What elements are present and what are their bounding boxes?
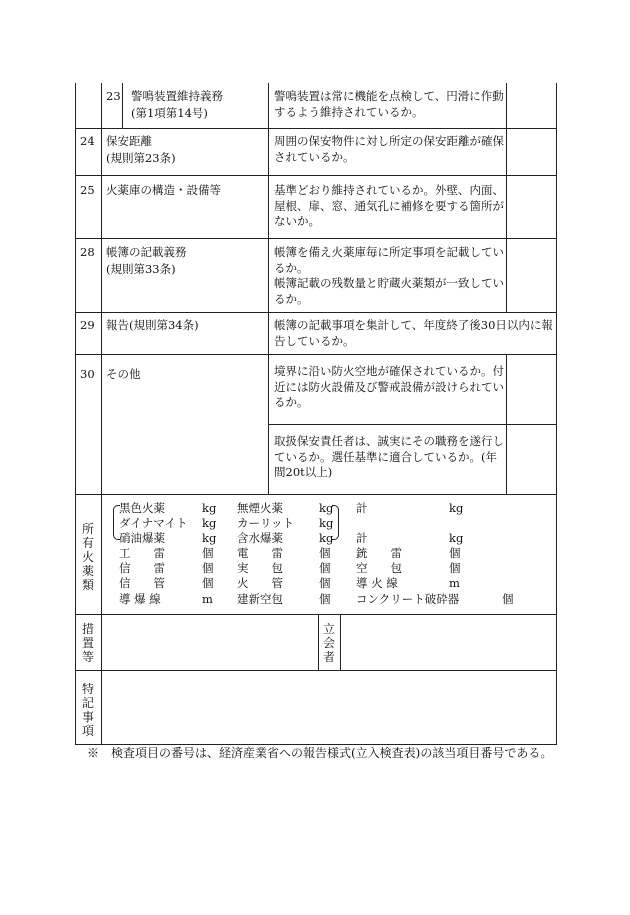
row-23-item-sub: (第1項第14号)	[131, 106, 208, 120]
row-28-number: 28	[80, 245, 95, 259]
inv-r1-u1: kg	[202, 501, 217, 515]
inv-r3-c2: 含水爆薬	[237, 531, 283, 545]
special-notes-label: 特記事項	[81, 682, 94, 738]
inv-r1-u2: kg	[319, 501, 334, 515]
inv-r4-u2: 個	[319, 546, 331, 560]
row-sep-23-left	[75, 128, 102, 129]
measures-sep-2	[340, 614, 341, 671]
inv-r2-c1: ダイナマイト	[119, 516, 188, 530]
inv-r6-c1: 信 管	[119, 576, 165, 590]
row-28-description: 帳簿を備え火薬庫毎に所定事項を記載しているか。	[274, 245, 504, 275]
witness-label: 立会者	[322, 622, 335, 664]
row-30-item: その他	[106, 367, 141, 381]
inv-r7-c1: 導 爆 線	[119, 592, 161, 606]
inv-r5-u2: 個	[319, 561, 331, 575]
inv-r7-c2: 建新空包	[237, 592, 283, 606]
inv-r2-c2: カーリット	[237, 516, 295, 530]
inv-r5-c3: 空 包	[356, 561, 402, 575]
sub-num-sep	[122, 83, 123, 128]
inv-r3-u3: kg	[449, 531, 464, 545]
row-28-item-sub: (規則第33条)	[106, 262, 176, 276]
row-23-description: 警鳴装置は常に機能を点検して、円滑に作動するよう維持されているか。	[274, 89, 504, 119]
inv-r1-c3: 計	[356, 501, 368, 515]
inventory-label: 所有火薬類	[81, 522, 94, 592]
inv-r6-u3: m	[449, 576, 460, 590]
row-30-description: 境界に沿い防火空地が確保されているか。付近には防火設備及び警戒設備が設けられているか。	[274, 364, 504, 409]
inv-r7-u3: 個	[502, 592, 514, 606]
inv-r4-u3: 個	[449, 546, 461, 560]
inv-r3-u2: kg	[319, 531, 334, 545]
inv-r2-u2: kg	[319, 516, 334, 530]
row-30-number: 30	[80, 367, 95, 381]
row-24-item: 保安距離	[106, 134, 152, 148]
row-sep-23	[101, 128, 557, 129]
inv-r5-c2: 実 包	[237, 561, 283, 575]
col-item-sep	[268, 83, 269, 494]
row-sep-measures	[75, 670, 557, 671]
row-24-item-sub: (規則第23条)	[106, 151, 176, 165]
label-col-sep	[101, 494, 102, 745]
row-23-number: 23	[106, 89, 121, 103]
row-25-item: 火薬庫の構造・設備等	[106, 183, 221, 197]
inv-r1-c1: 黒色火薬	[119, 501, 165, 515]
inv-r3-c3: 計	[356, 531, 368, 545]
row-sep-30	[75, 494, 557, 495]
inv-r7-c3: コンクリート破砕器	[356, 592, 460, 606]
inv-r4-c3: 銃 雷	[356, 546, 402, 560]
inv-r6-c3: 導 火 線	[356, 576, 398, 590]
col-desc-sep-a	[506, 83, 507, 312]
measures-label: 措置等	[81, 622, 94, 664]
row-28-item: 帳簿の記載義務	[106, 245, 187, 259]
inv-r4-u1: 個	[202, 546, 214, 560]
inv-r1-u3: kg	[449, 501, 464, 515]
frame-left	[75, 83, 76, 745]
inv-r3-u1: kg	[202, 531, 217, 545]
inv-r7-u2: 個	[319, 592, 331, 606]
inv-r5-u3: 個	[449, 561, 461, 575]
inv-r1-c2: 無煙火薬	[237, 501, 283, 515]
row-sep-30-inner	[268, 424, 557, 425]
inv-r5-u1: 個	[202, 561, 214, 575]
row-29-item: 報告(規則第34条)	[106, 318, 199, 332]
inv-r5-c1: 信 雷	[119, 561, 165, 575]
row-29-description: 帳簿の記載事項を集計して、年度終了後30日以内に報告しているか。	[274, 318, 553, 348]
row-23-item: 警鳴装置維持義務	[131, 89, 223, 103]
row-sep-28	[75, 312, 557, 313]
inv-r4-c2: 電 雷	[237, 546, 283, 560]
inv-r6-u2: 個	[319, 576, 331, 590]
inv-r4-c1: 工 雷	[119, 546, 165, 560]
row-sep-25	[75, 238, 557, 239]
row-24-number: 24	[80, 134, 95, 148]
footnote: ※ 検査項目の番号は、経済産業省への報告様式(立入検査表)の該当項目番号である。	[87, 746, 553, 760]
row-sep-29	[75, 354, 557, 355]
row-24-description: 周囲の保安物件に対し所定の保安距離が確保されているか。	[274, 134, 504, 164]
inv-r6-u1: 個	[202, 576, 214, 590]
inv-r7-u1: m	[202, 592, 213, 606]
inv-r2-u1: kg	[202, 516, 217, 530]
row-25-number: 25	[80, 183, 95, 197]
frame-right	[556, 83, 557, 745]
row-28-description-2: 帳簿記載の残数量と貯蔵火薬類が一致しているか。	[274, 276, 504, 306]
row-sep-24	[75, 175, 557, 176]
row-25-description: 基準どおり維持されているか。外壁、内面、屋根、扉、窓、通気孔に補修を要する箇所がないか。	[274, 183, 504, 228]
measures-sep-1	[318, 614, 319, 671]
inv-r3-c1: 硝油爆薬	[119, 531, 165, 545]
row-30-description-b: 取扱保安責任者は、誠実にその職務を遂行しているか。選任基準に適合しているか。(年間20t以上)	[274, 434, 504, 479]
row-29-number: 29	[80, 318, 95, 332]
inv-r6-c2: 火 管	[237, 576, 283, 590]
col-num-sep	[101, 83, 102, 494]
row-sep-inventory	[75, 614, 557, 615]
